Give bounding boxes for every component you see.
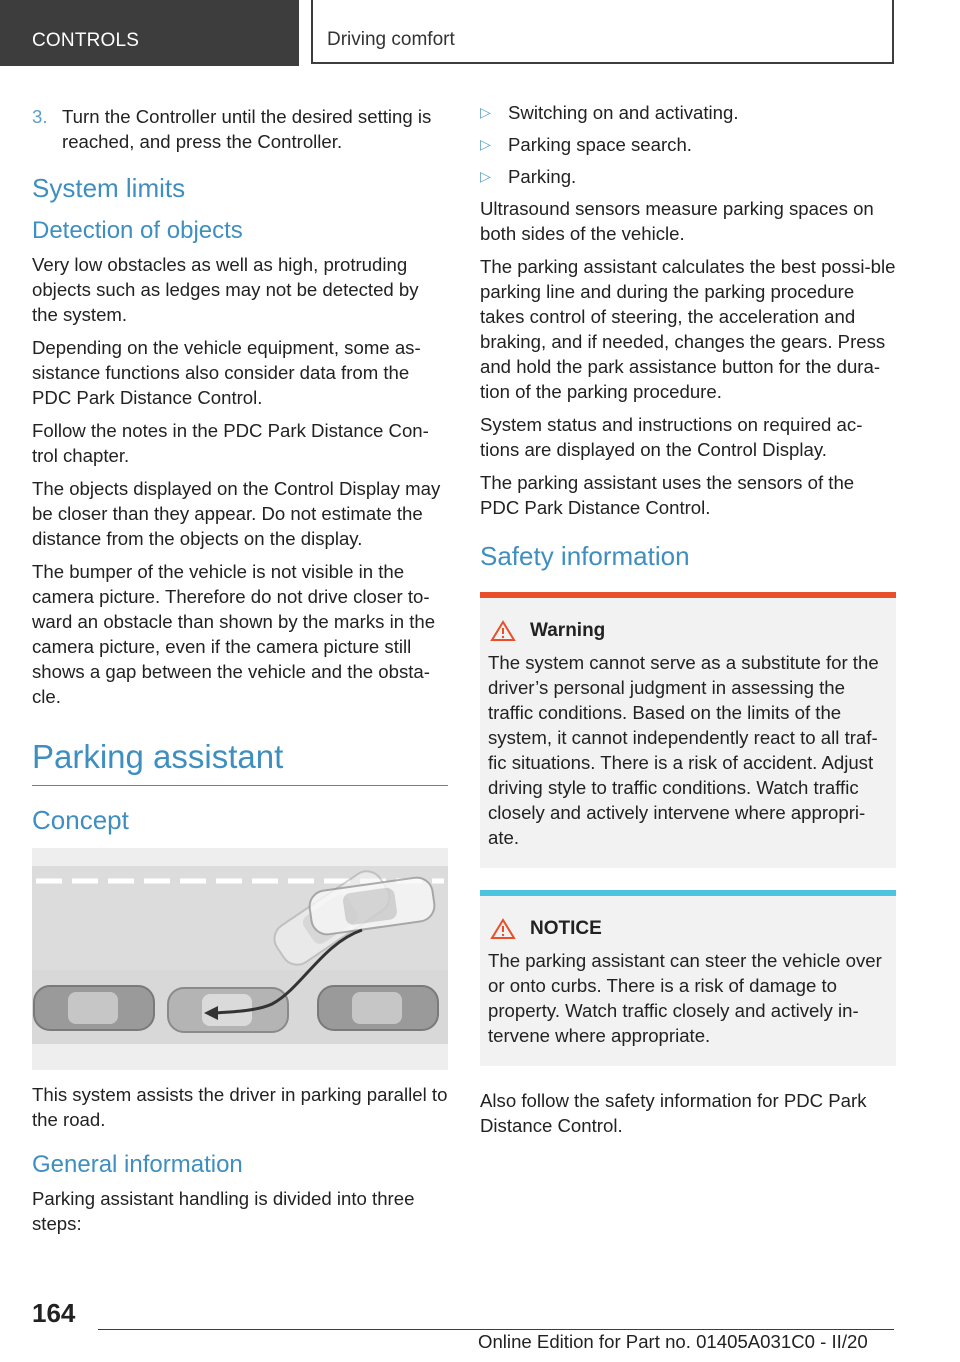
notice-icon <box>490 918 516 940</box>
notice-title: NOTICE <box>530 918 602 939</box>
step-list <box>480 100 896 189</box>
paragraph: Parking assistant handling is divided into three steps: <box>32 1188 415 1234</box>
heading-general-information: General information <box>32 1151 243 1178</box>
heading-safety-information: Safety information <box>480 541 690 571</box>
list-item: ▷ Parking. <box>480 166 577 187</box>
right-column <box>480 100 896 1146</box>
parking-diagram <box>32 848 448 1070</box>
edition-note: Online Edition for Part no. 01405A031C0 - II/20 <box>478 1331 868 1352</box>
paragraph: Also follow the safety information for PDC Park Distance Control. <box>480 1090 867 1136</box>
heading-system-limits: System limits <box>32 173 186 203</box>
step-text: Turn the Controller until the desired setting is reached, and press the Controller. <box>62 106 432 152</box>
paragraph: Very low obstacles as well as high, protruding objects such as ledges may not be detected by the system. <box>32 254 419 325</box>
heading-parking-assistant: Parking assistant <box>32 735 448 786</box>
footer-divider <box>98 1329 894 1330</box>
list-item: ▷ Parking space search. <box>480 134 692 155</box>
paragraph: The objects displayed on the Control Display may be closer than they appear. Do not estimate the distance from the objects on the display. <box>32 478 441 549</box>
warning-title: Warning <box>530 620 606 641</box>
list-item: ▷ Switching on and activating. <box>480 102 739 123</box>
warning-text: The system cannot serve as a substitute for the driver’s personal judgment in assessing the traffic conditions. Based on the limits of the system, it cannot independently react to all traf-fic situations. There is a risk of accident. Adjust driving style to traffic conditions. Watch traffic closely and actively intervene where appropri-ate. <box>488 652 879 848</box>
section-tab <box>0 0 299 66</box>
heading-detection-of-objects: Detection of objects <box>32 217 243 244</box>
chapter-tab <box>311 0 894 64</box>
paragraph: The bumper of the vehicle is not visible in the camera picture. Therefore do not drive closer to-ward an obstacle than shown by the marks in the camera picture, even if the camera picture still shows a gap between the vehicle and the obsta-cle. <box>32 561 436 707</box>
paragraph: The parking assistant uses the sensors of the PDC Park Distance Control. <box>480 472 855 518</box>
notice-text: The parking assistant can steer the vehicle over or onto curbs. There is a risk of damage to property. Watch traffic closely and actively in-tervene where appropriate. <box>488 950 882 1046</box>
triangle-bullet-icon: ▷ <box>480 168 491 184</box>
paragraph: This system assists the driver in parking parallel to the road. <box>32 1084 448 1130</box>
chapter-label: Driving comfort <box>327 29 455 50</box>
triangle-bullet-icon: ▷ <box>480 104 491 120</box>
heading-concept: Concept <box>32 805 129 835</box>
paragraph: System status and instructions on required ac-tions are displayed on the Control Display. <box>480 414 863 460</box>
notice-box <box>480 890 896 1066</box>
paragraph: Depending on the vehicle equipment, some as-sistance functions also consider data from the PDC Park Distance Control. <box>32 337 421 408</box>
page-header <box>0 0 960 66</box>
page-number: 164 <box>32 1298 76 1328</box>
parking-illustration <box>32 848 448 1070</box>
warning-box <box>480 592 896 868</box>
warning-icon <box>490 620 516 642</box>
section-label: CONTROLS <box>32 30 140 51</box>
triangle-bullet-icon: ▷ <box>480 136 491 152</box>
paragraph: Follow the notes in the PDC Park Distance Con-trol chapter. <box>32 420 429 466</box>
paragraph: Ultrasound sensors measure parking spaces on both sides of the vehicle. <box>480 198 874 244</box>
step-number: 3. <box>32 106 48 127</box>
step-3 <box>32 104 448 154</box>
left-column <box>32 100 448 1244</box>
paragraph: The parking assistant calculates the best possi-ble parking line and during the parking procedure takes control of steering, the acceleration and braking, and if needed, changes the gears. Press and hold the park assistance button for the dura-tion of the parking procedure. <box>480 256 896 402</box>
